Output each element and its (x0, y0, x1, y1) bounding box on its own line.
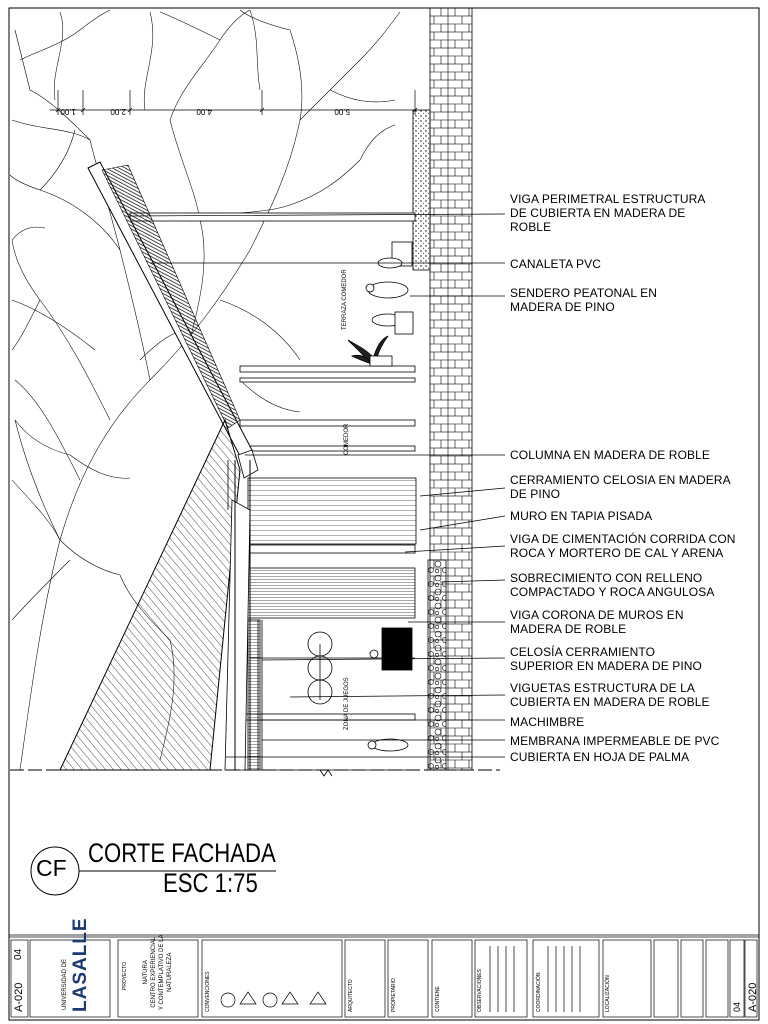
university-logo: LASALLE (70, 917, 91, 1012)
room-label-comedor: COMEDOR (344, 423, 350, 455)
annotation-celosia-superior: CELOSÍA CERRAMIENTO SUPERIOR EN MADERA DE PINO (510, 645, 702, 673)
annotation-membrana: MEMBRANA IMPERMEABLE DE PVC (510, 734, 720, 748)
drawing-scale: ESC 1:75 (163, 868, 258, 898)
annotation-machimbre: MACHIMBRE (510, 715, 585, 729)
annotation-canaleta: CANALETA PVC (510, 257, 602, 271)
arquitecto-label: ARQUITECTO (348, 979, 354, 1012)
section-symbol-label: CF (36, 855, 67, 881)
room-label-terraza: TERRAZA COMEDOR (342, 269, 348, 330)
project-label: PROYECTO (122, 962, 128, 990)
project-name: NATURA CENTRO EXPERIENCIAL Y CONTEMPLATIVO DE LA NATURALEZA (143, 934, 173, 1010)
annotation-viga-cimentacion: VIGA DE CIMENTACIÓN CORRIDA CON ROCA Y MORTERO DE CAL Y ARENA (510, 532, 736, 560)
annotation-columna: COLUMNA EN MADERA DE ROBLE (510, 448, 710, 462)
annotation-sendero: SENDERO PEATONAL EN MADERA DE PINO (510, 286, 658, 314)
dimension-label: 1.00 (60, 107, 76, 116)
sheet-number: A-020 (13, 982, 25, 1012)
annotation-cubierta-palma: CUBIERTA EN HOJA DE PALMA (510, 750, 690, 764)
observaciones-label: OBSERVACIONES (477, 969, 483, 1012)
play-zone-elements (250, 628, 415, 704)
dimension-line (50, 90, 417, 115)
coordinacion-label: COORDINACIÓN (536, 972, 542, 1012)
localizacion-label: LOCALIZACIÓN (605, 975, 611, 1012)
dimension-label: 4.00 (196, 107, 212, 116)
annotation-viga-corona: VIGA CORONA DE MUROS EN MADERA DE ROBLE (510, 608, 684, 636)
university-prefix: UNIVERSIDAD DE (62, 958, 68, 1010)
annotation-cerramiento-celosia: CERRAMIENTO CELOSIA EN MADERA DE PINO (510, 473, 731, 501)
room-label-zona-juegos: ZONA DE JUEGOS (344, 677, 350, 730)
tapia-wall (413, 8, 472, 770)
dimension-label: 5.00 (334, 107, 350, 116)
plant (348, 336, 392, 366)
annotation-sobrecimiento: SOBRECIMIENTO CON RELLENO COMPACTADO Y ROCA ANGULOSA (510, 571, 715, 599)
sheet-index: 04 (13, 948, 24, 960)
annotation-viga-perimetral: VIGA PERIMETRAL ESTRUCTURA DE CUBIERTA EN MADERA DE ROBLE (510, 192, 706, 234)
annotation-muro-tapia: MURO EN TAPIA PISADA (510, 509, 653, 523)
convenciones-label: CONVENCIONES (205, 971, 211, 1012)
drawing-title: CORTE FACHADA (88, 838, 276, 868)
sheet-number-right: A-020 (747, 982, 759, 1012)
sheet-index-right: 04 (732, 1001, 742, 1012)
dimension-label: 2.00 (110, 107, 126, 116)
annotation-viguetas: VIGUETAS ESTRUCTURA DE LA CUBIERTA EN MADERA DE ROBLE (510, 681, 710, 709)
propietario-label: PROPIETARIO (391, 978, 397, 1012)
contiene-label: CONTIENE (435, 986, 441, 1012)
